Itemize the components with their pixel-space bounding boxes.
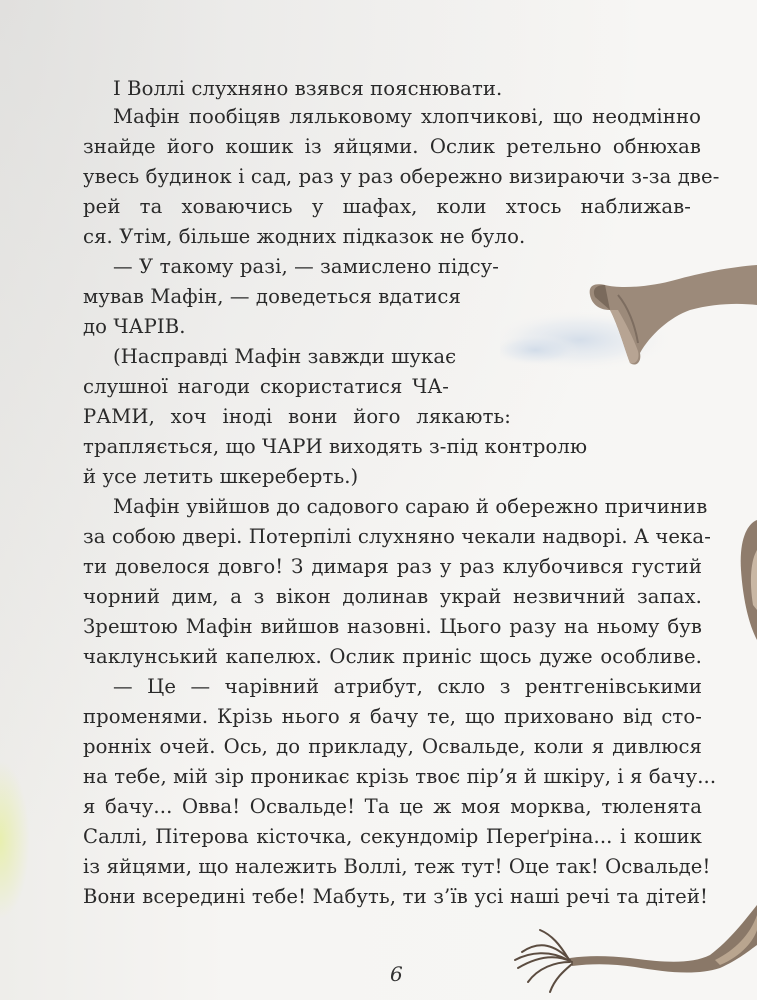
text-line: ти довелося довго! З димаря раз у раз клубочився густий [83,555,702,578]
text-line: слушної нагоди скористатися ЧА- [83,375,449,398]
text-line: Зрештою Мафін вийшов назовні. Цього разу на ньому був [83,615,702,638]
text-line: трапляється, що ЧАРИ виходять з-під контролю [83,435,588,458]
text-line: із яйцями, що належить Воллі, теж тут! Оце так! Освальде! [83,855,711,878]
text-line: РАМИ, хоч іноді вони його лякають: [83,405,511,428]
text-line: рей та ховаючись у шафах, коли хтось наближав- [83,195,691,218]
text-line: я бачу... Овва! Освальде! Та це ж моя морква, тюленята [83,795,702,818]
tail-illustration [510,900,757,1000]
text-line: Мафін увійшов до садового сараю й обережно причинив [113,495,708,518]
text-line: І Воллі слухняно взявся пояснювати. [113,77,503,100]
text-line: й усе летить шкереберть.) [83,465,359,488]
text-line: увесь будинок і сад, раз у раз обережно визираючи з-за две- [83,165,720,188]
text-line: ронніх очей. Ось, до прикладу, Освальде, коли я дивлюся [83,735,702,758]
text-line: Вони всередині тебе! Мабуть, ти з’їв усі наші речі та дітей! [83,885,708,908]
donkey-hoof-illustration [500,255,757,405]
text-line: на тебе, мій зір проникає крізь твоє пір’я й шкіру, і я бачу... [83,765,717,788]
text-line: ся. Утім, більше жодних підказок не було. [83,225,526,248]
text-line: знайде його кошик із яйцями. Ослик ретельно обнюхав [83,135,701,158]
text-line: чаклунський капелюх. Ослик приніс щось дуже особливе. [83,645,702,668]
text-line: променями. Крізь нього я бачу те, що приховано від сто- [83,705,702,728]
text-line: (Насправді Мафін завжди шукає [113,345,457,368]
text-line: мував Мафін, — доведеться вдатися [83,285,461,308]
text-line: чорний дим, а з вікон долинав украй незвичний запах. [83,585,702,608]
edge-glow [0,760,30,920]
text-line: до ЧАРІВ. [83,315,186,338]
creature-edge-illustration [735,520,757,640]
text-line: Мафін пообіцяв ляльковому хлопчикові, що неодмінно [113,105,701,128]
text-line: за собою двері. Потерпілі слухняно чекали надворі. А чека- [83,525,711,548]
text-line: — У такому разі, — замислено підсу- [113,255,500,278]
text-line: — Це — чарівний атрибут, скло з рентгенівськими [113,675,702,698]
page-number: 6 [390,962,403,986]
text-line: Саллі, Пітерова кісточка, секундомір Переґріна... і кошик [83,825,702,848]
